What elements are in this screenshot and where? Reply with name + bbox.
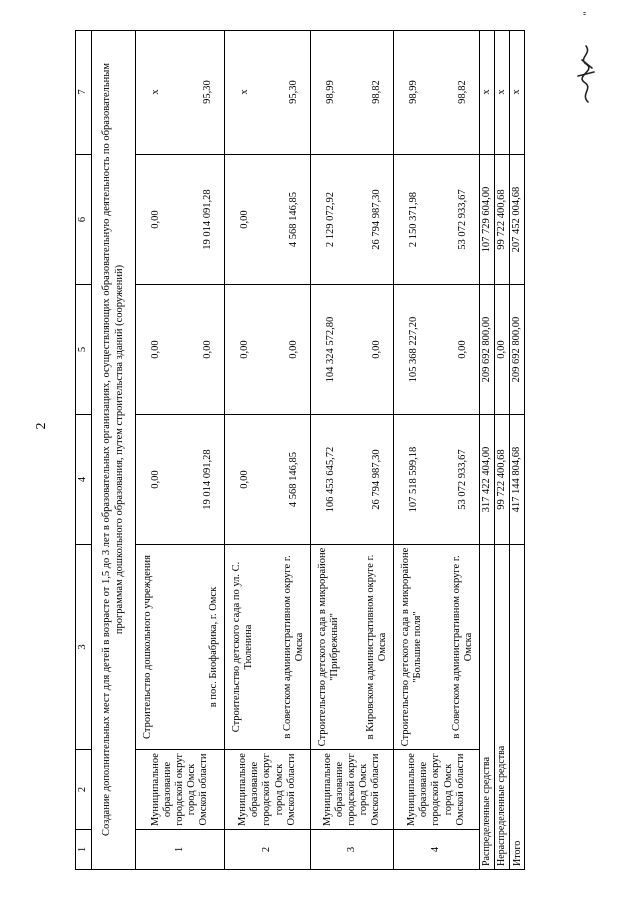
header-col-1: 1 — [75, 830, 91, 870]
row-4-col-7-bottom: 98,82 — [456, 80, 468, 104]
totals-distributed-label: Распределенные средства — [479, 545, 494, 870]
totals-total-col-6: 207 452 004,68 — [509, 155, 525, 285]
row-2-project — [224, 545, 310, 750]
row-4-col-7 — [393, 30, 479, 155]
row-4-col-5-bottom: 0,00 — [456, 340, 468, 359]
row-3-col-5 — [310, 285, 393, 415]
row-1-col-6-top: 0,00 — [150, 210, 161, 229]
row-2-col-4-bottom: 4 568 146,85 — [287, 451, 299, 508]
totals-undistributed-label: Нераспределенные средства — [494, 545, 509, 870]
header-col-5: 5 — [75, 285, 91, 415]
row-1-col-7 — [135, 30, 224, 155]
row-4-col-6 — [393, 155, 479, 285]
row-2-col-5-top: 0,00 — [239, 340, 250, 359]
row-4-number: 4 — [393, 830, 479, 870]
totals-distributed-col-5: 209 692 800,00 — [479, 285, 494, 415]
row-4-col-4 — [393, 415, 479, 545]
row-3-project — [310, 545, 393, 750]
row-1-col-6 — [135, 155, 224, 285]
row-4-col-5 — [393, 285, 479, 415]
row-4-project-location: в Советском административном округе г. Омска — [450, 555, 474, 739]
header-col-6: 6 — [75, 155, 91, 285]
row-2-col-6-top: 0,00 — [239, 210, 250, 229]
row-2-project-title: Строительство детского сада по ул. С. Тюленина — [231, 561, 255, 733]
row-3-col-4-bottom: 26 794 987,30 — [370, 449, 382, 510]
row-3-number: 3 — [310, 830, 393, 870]
row-4-project-title: Строительство детского сада в микрорайоне "Большие поля" — [400, 547, 424, 747]
row-1-project-location: в пос. Биофабрика, г. Омск — [207, 586, 219, 708]
row-3-project-location: в Кировском административном округе г. Омска — [364, 554, 388, 740]
totals-distributed-col-7: х — [479, 30, 494, 155]
row-1-col-7-top: х — [150, 89, 161, 95]
row-3-project-title: Строительство детского сада в микрорайоне "Прибрежный" — [317, 547, 341, 747]
row-3-col-4-top: 106 453 645,72 — [325, 446, 336, 513]
row-2-municipality: Муниципальное образование городской округ город Омск Омской области — [224, 750, 310, 830]
row-1-col-5 — [135, 285, 224, 415]
row-1-number: 1 — [135, 830, 224, 870]
row-4-col-4-bottom: 53 072 933,67 — [456, 449, 468, 510]
totals-undistributed-col-5: 0,00 — [494, 285, 509, 415]
totals-total-label: Итого — [509, 545, 525, 870]
totals-distributed-col-6: 107 729 604,00 — [479, 155, 494, 285]
header-col-3: 3 — [75, 545, 91, 750]
row-2-col-5 — [224, 285, 310, 415]
totals-total-col-4: 417 144 804,68 — [509, 415, 525, 545]
row-4-col-6-top: 2 150 371,98 — [408, 191, 419, 248]
row-1-project-title: Строительство дошкольного учреждения — [142, 555, 153, 739]
row-1-col-4 — [135, 415, 224, 545]
row-2-col-5-bottom: 0,00 — [287, 340, 299, 359]
row-4-col-4-top: 107 518 599,18 — [408, 446, 419, 513]
corner-mark: " — [582, 11, 594, 16]
page-number: 2 — [34, 422, 49, 430]
section-title: Создание дополнительных мест для детей в возрасте от 1,5 до 3 лет в образовательных организациях, осуществляющих образовательную деятельность по образовательным программам дошкольного образования, путем строительства зданий (сооружений) — [91, 30, 135, 870]
row-4-project — [393, 545, 479, 750]
row-3-col-4 — [310, 415, 393, 545]
row-4-col-6-bottom: 53 072 933,67 — [456, 189, 468, 250]
row-3-municipality: Муниципальное образование городской округ город Омск Омской области — [310, 750, 393, 830]
totals-undistributed-col-6: 99 722 400,68 — [494, 155, 509, 285]
row-3-col-6 — [310, 155, 393, 285]
row-3-col-7 — [310, 30, 393, 155]
row-2-col-7-top: х — [239, 89, 250, 95]
handwritten-signature — [568, 40, 602, 106]
row-2-col-4-top: 0,00 — [239, 470, 250, 489]
header-col-7: 7 — [75, 30, 91, 155]
row-2-col-6-bottom: 4 568 146,85 — [287, 191, 299, 248]
row-2-project-location: в Советском административном округе г. Омска — [281, 555, 305, 739]
row-1-municipality: Муниципальное образование городской округ город Омск Омской области — [135, 750, 224, 830]
data-table — [75, 30, 525, 870]
row-4-col-5-top: 105 368 227,20 — [408, 316, 419, 383]
row-4-municipality: Муниципальное образование городской округ город Омск Омской области — [393, 750, 479, 830]
header-col-4: 4 — [75, 415, 91, 545]
row-2-col-6 — [224, 155, 310, 285]
row-4-col-7-top: 98,99 — [408, 80, 419, 104]
totals-undistributed-col-7: х — [494, 30, 509, 155]
header-col-2: 2 — [75, 750, 91, 830]
row-2-col-7 — [224, 30, 310, 155]
totals-undistributed-col-4: 99 722 400,68 — [494, 415, 509, 545]
row-3-col-6-top: 2 129 072,92 — [325, 191, 336, 248]
row-1-col-4-bottom: 19 014 091,28 — [201, 449, 213, 510]
row-2-number: 2 — [224, 830, 310, 870]
row-1-col-6-bottom: 19 014 091,28 — [201, 189, 213, 250]
row-3-col-5-bottom: 0,00 — [370, 340, 382, 359]
row-3-col-7-top: 98,99 — [325, 80, 336, 104]
totals-total-col-7: х — [509, 30, 525, 155]
totals-total-col-5: 209 692 800,00 — [509, 285, 525, 415]
row-1-col-5-bottom: 0,00 — [201, 340, 213, 359]
row-2-col-4 — [224, 415, 310, 545]
totals-distributed-col-4: 317 422 404,00 — [479, 415, 494, 545]
row-1-col-5-top: 0,00 — [150, 340, 161, 359]
row-3-col-6-bottom: 26 794 987,30 — [370, 189, 382, 250]
row-1-col-7-bottom: 95,30 — [201, 80, 213, 104]
row-3-col-7-bottom: 98,82 — [370, 80, 382, 104]
row-2-col-7-bottom: 95,30 — [287, 80, 299, 104]
row-1-project — [135, 545, 224, 750]
row-1-col-4-top: 0,00 — [150, 470, 161, 489]
row-3-col-5-top: 104 324 572,80 — [325, 316, 336, 383]
